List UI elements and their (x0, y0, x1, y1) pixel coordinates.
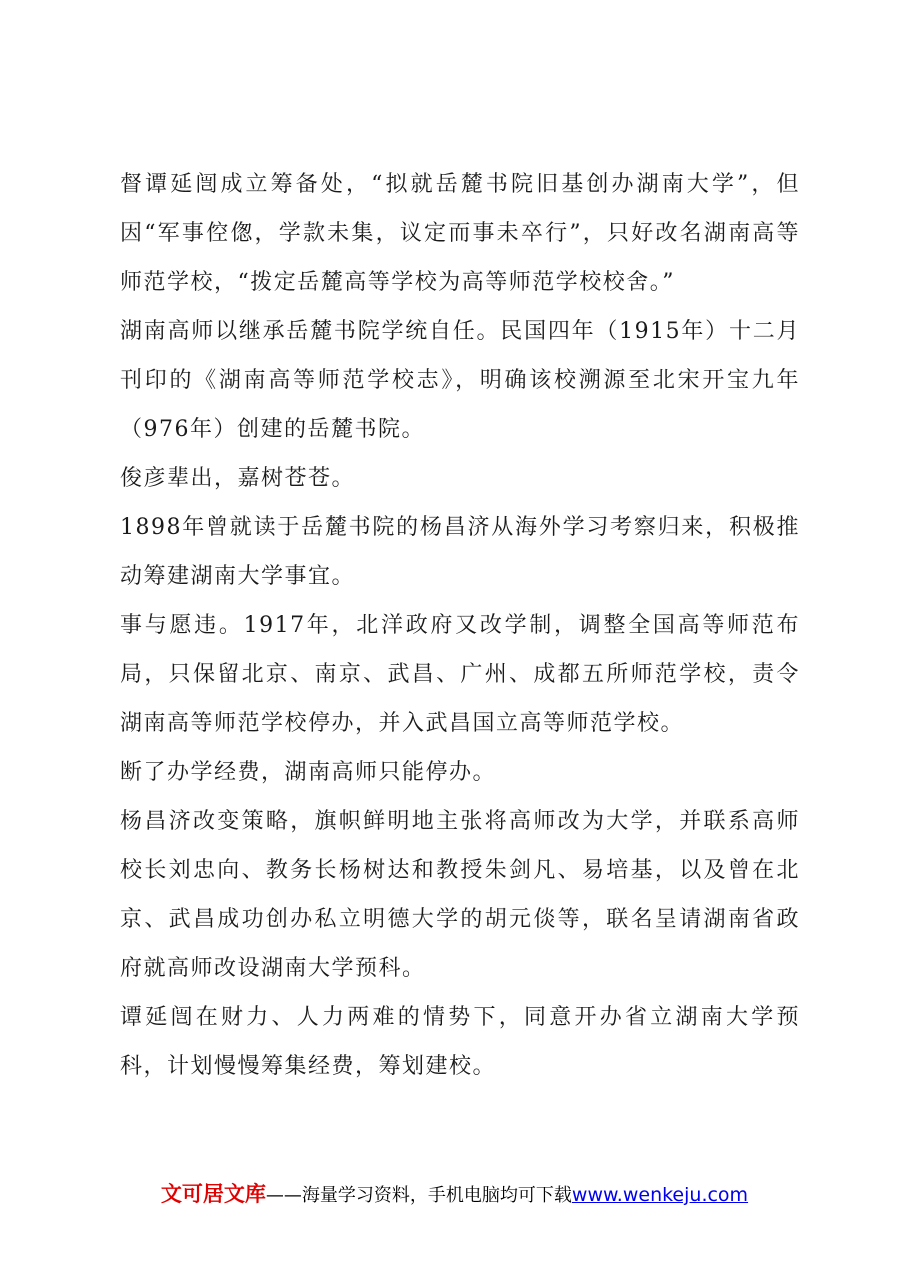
paragraph: 湖南高师以继承岳麓书院学统自任。民国四年（1915年）十二月刊印的《湖南高等师范学校志》，明确该校溯源至北宋开宝九年（976年）创建的岳麓书院。 (120, 319, 800, 442)
paragraph: 督谭延闿成立筹备处，“拟就岳麓书院旧基创办湖南大学”，但因“军事倥偬，学款未集，议定而事未卒行”，只好改名湖南高等师范学校，“拨定岳麓高等学校为高等师范学校校舍。” (120, 172, 800, 295)
brand-name: 文可居文库 (160, 1182, 266, 1206)
paragraph: 事与愿违。1917年，北洋政府又改学制，调整全国高等师范布局，只保留北京、南京、武昌、广州、成都五所师范学校，责令湖南高等师范学校停办，并入武昌国立高等师范学校。 (120, 613, 800, 736)
paragraph: 断了办学经费，湖南高师只能停办。 (120, 760, 497, 785)
document-body (120, 160, 800, 1091)
paragraph: 谭延闿在财力、人力两难的情势下，同意开办省立湖南大学预科，计划慢慢筹集经费，筹划建校。 (120, 1005, 800, 1079)
website-link[interactable]: www.wenkeju.com (571, 1184, 749, 1206)
paragraph: 1898年曾就读于岳麓书院的杨昌济从海外学习考察归来，积极推动筹建湖南大学事宜。 (120, 515, 800, 589)
paragraph: 俊彦辈出，嘉树苍苍。 (120, 466, 356, 491)
footer-tagline: ——海量学习资料，手机电脑均可下载 (265, 1185, 572, 1206)
paragraph: 杨昌济改变策略，旗帜鲜明地主张将高师改为大学，并联系高师校长刘忠向、教务长杨树达和教授朱剑凡、易培基，以及曾在北京、武昌成功创办私立明德大学的胡元倓等，联名呈请湖南省政府就高师改设湖南大学预科。 (120, 809, 800, 981)
footer-banner (0, 1180, 909, 1210)
